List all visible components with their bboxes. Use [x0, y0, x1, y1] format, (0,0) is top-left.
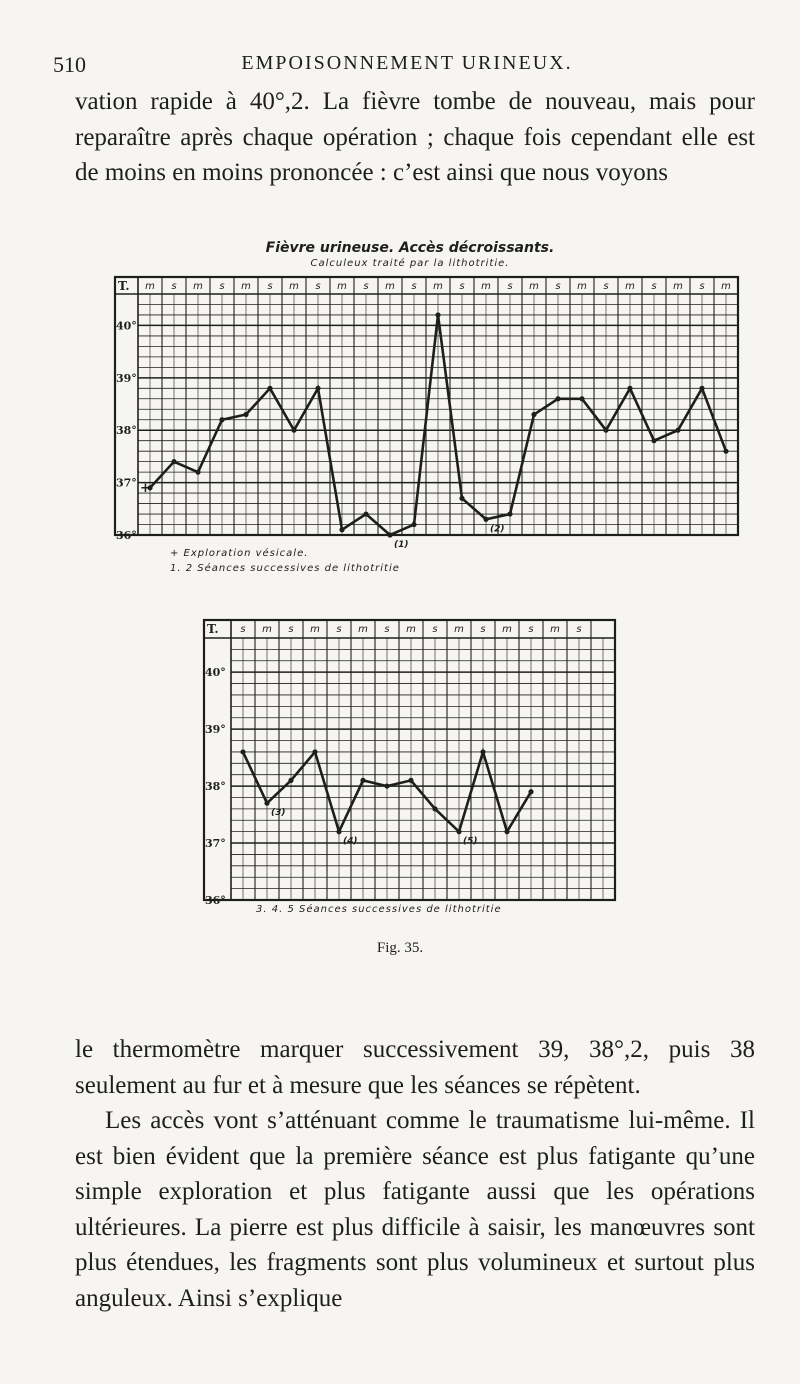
data-point	[651, 438, 656, 443]
column-label: m	[502, 624, 512, 635]
data-point	[480, 749, 485, 754]
column-label: s	[432, 624, 438, 635]
point-annotation: (5)	[463, 836, 478, 847]
data-point	[627, 386, 632, 391]
column-label: s	[480, 624, 486, 635]
column-label: s	[699, 281, 705, 292]
text-top: vation rapide à 40°,2. La fièvre tombe de nouveau, mais pour reparaître après chaque opération ; chaque fois cependant elle est de moins en moins prononcée : c’est ainsi que nous voyons	[75, 88, 755, 186]
column-label: m	[454, 624, 464, 635]
column-label: s	[315, 281, 321, 292]
column-label: m	[577, 281, 587, 292]
data-point	[531, 412, 536, 417]
data-point	[675, 428, 680, 433]
data-point	[288, 778, 293, 783]
point-annotation: (2)	[490, 524, 505, 535]
data-point	[555, 396, 560, 401]
column-label: s	[555, 281, 561, 292]
column-label: s	[336, 624, 342, 635]
column-label: s	[411, 281, 417, 292]
text-bottom-1: le thermomètre marquer successivement 39, 38°,2, puis 38 seulement au fur et à mesure que les séances se répètent.	[75, 1036, 755, 1099]
column-label: m	[145, 281, 155, 292]
column-label: s	[528, 624, 534, 635]
column-label: s	[384, 624, 390, 635]
chart-frame	[204, 620, 615, 900]
column-label: s	[171, 281, 177, 292]
data-point	[240, 749, 245, 754]
data-point	[363, 511, 368, 516]
data-point	[384, 783, 389, 788]
y-tick-label: 37°	[116, 476, 137, 490]
column-label: m	[481, 281, 491, 292]
column-label: s	[603, 281, 609, 292]
column-label: s	[240, 624, 246, 635]
y-axis-header: T.	[118, 279, 130, 293]
data-point	[387, 532, 392, 537]
data-point	[291, 428, 296, 433]
chart-1	[115, 277, 738, 550]
column-label: m	[529, 281, 539, 292]
column-label: m	[262, 624, 272, 635]
column-label: m	[385, 281, 395, 292]
chart-1-legend-seances: 1. 2 Séances successives de lithotritie	[170, 563, 400, 574]
y-tick-label: 36°	[116, 529, 137, 542]
data-point	[267, 386, 272, 391]
y-axis-header: T.	[207, 622, 219, 636]
data-point	[699, 386, 704, 391]
data-point	[195, 470, 200, 475]
column-label: m	[241, 281, 251, 292]
data-point	[171, 459, 176, 464]
column-label: s	[219, 281, 225, 292]
data-point	[411, 522, 416, 527]
data-point	[456, 829, 461, 834]
point-annotation: (3)	[271, 808, 286, 819]
y-tick-label: 39°	[205, 723, 226, 737]
column-label: m	[310, 624, 320, 635]
text-bottom-2: Les accès vont s’atténuant comme le traumatisme lui-même. Il est bien évident que la première séance est plus fatigante qu’une simple exploration et plus fatigante aussi que les opérations ultérieures. La pierre est plus difficile à saisir, les manœuvres sont plus étendues, les fragments sont plus volumineux et surtout plus anguleux. Ainsi s’explique	[75, 1107, 755, 1312]
y-tick-label: 40°	[116, 319, 137, 333]
y-tick-label: 38°	[205, 780, 226, 794]
column-label: m	[433, 281, 443, 292]
data-point	[432, 806, 437, 811]
paragraph-bottom	[75, 1032, 755, 1316]
data-point	[603, 428, 608, 433]
point-annotation: +	[140, 480, 151, 496]
column-label: s	[459, 281, 465, 292]
data-point	[219, 417, 224, 422]
y-tick-label: 38°	[116, 424, 137, 438]
page-number: 510	[53, 52, 86, 77]
chart-2-legend-seances: 3. 4. 5 Séances successives de lithotritie	[256, 904, 502, 915]
column-label: s	[288, 624, 294, 635]
chart-2	[204, 620, 615, 907]
column-label: m	[358, 624, 368, 635]
column-label: s	[363, 281, 369, 292]
data-point	[504, 829, 509, 834]
data-point	[528, 789, 533, 794]
data-point	[360, 778, 365, 783]
point-annotation: (4)	[343, 836, 358, 847]
data-point	[315, 386, 320, 391]
column-label: s	[267, 281, 273, 292]
column-label: m	[406, 624, 416, 635]
y-tick-label: 37°	[205, 837, 226, 851]
column-label: m	[673, 281, 683, 292]
data-point	[435, 312, 440, 317]
running-title: EMPOISONNEMENT URINEUX.	[241, 52, 573, 74]
column-label: m	[193, 281, 203, 292]
data-point	[723, 449, 728, 454]
data-point	[339, 527, 344, 532]
data-point	[579, 396, 584, 401]
data-point	[459, 496, 464, 501]
figure-caption: Fig. 35.	[376, 940, 424, 956]
column-label: s	[507, 281, 513, 292]
data-point	[312, 749, 317, 754]
data-point	[336, 829, 341, 834]
data-point	[408, 778, 413, 783]
column-label: m	[625, 281, 635, 292]
y-tick-label: 39°	[116, 371, 137, 385]
point-annotation: (1)	[394, 540, 409, 550]
column-label: s	[651, 281, 657, 292]
data-point	[264, 801, 269, 806]
column-label: m	[721, 281, 731, 292]
column-label: m	[550, 624, 560, 635]
column-label: m	[289, 281, 299, 292]
column-label: s	[576, 624, 582, 635]
chart-1-subtitle: Calculeux traité par la lithotritie.	[310, 258, 510, 269]
chart-1-legend-exploration: + Exploration vésicale.	[170, 548, 309, 559]
data-point	[483, 517, 488, 522]
column-label: m	[337, 281, 347, 292]
chart-1-title: Fièvre urineuse. Accès décroissants.	[265, 240, 555, 256]
data-point	[507, 511, 512, 516]
y-tick-label: 40°	[205, 666, 226, 680]
y-tick-label: 36°	[205, 894, 226, 907]
data-point	[243, 412, 248, 417]
